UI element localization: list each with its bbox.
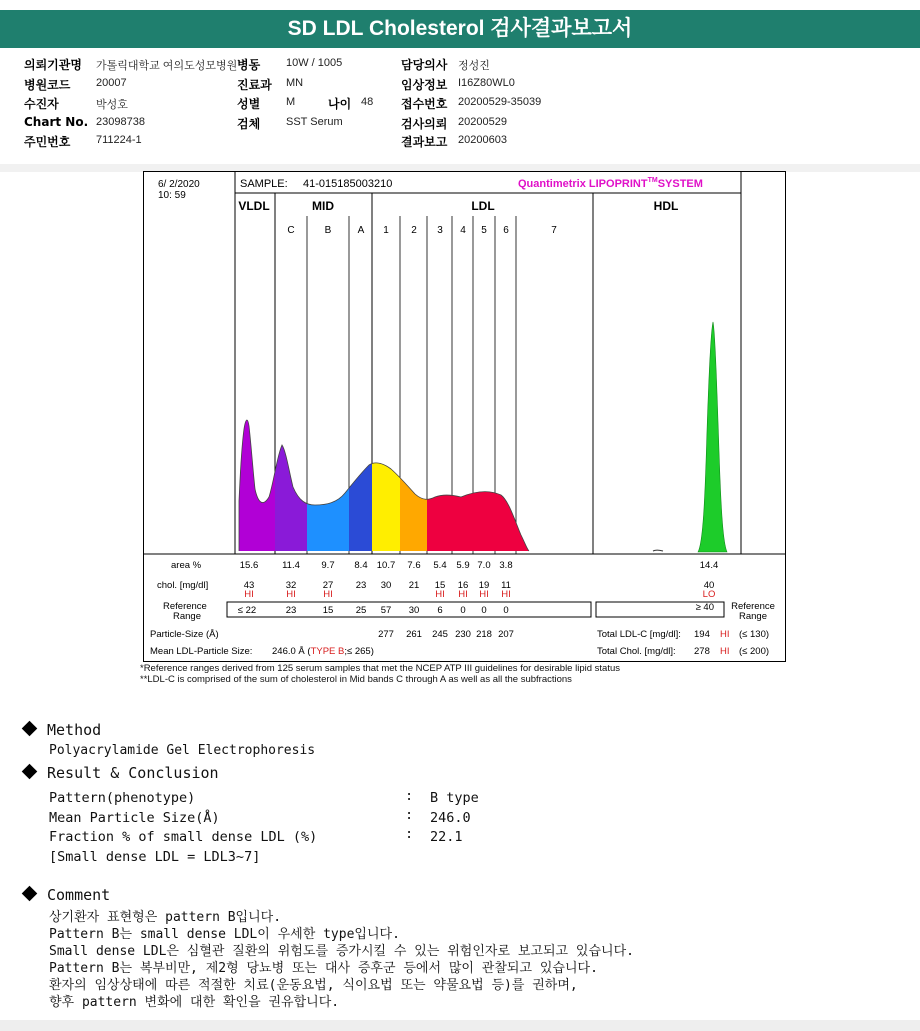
- result-colon: :: [405, 807, 414, 823]
- row-label-area: area %: [171, 560, 202, 571]
- hi-flag: HI: [244, 589, 254, 600]
- area-percent-cell: 5.4: [433, 560, 447, 571]
- hdl-cholesterol-cell: 40: [703, 580, 715, 591]
- area-percent-cell: 5.9: [456, 560, 470, 571]
- lipoprint-report: [143, 171, 786, 662]
- info-value: 박성호: [96, 99, 128, 111]
- hdl-area-cell: 14.4: [699, 560, 719, 571]
- area-percent-cell: 15.6: [239, 560, 259, 571]
- total-chol-flag: HI: [720, 646, 730, 657]
- area-percent-cell: 9.7: [321, 560, 335, 571]
- info-label: 검체: [237, 117, 261, 131]
- band-label-4: 4: [460, 225, 466, 236]
- cholesterol-cell: 11: [501, 580, 511, 591]
- row-label-ref2: Range: [173, 611, 201, 622]
- info-value: 10W / 1005: [286, 57, 343, 69]
- reference-cell: 0: [503, 605, 509, 616]
- area-percent-cell: 3.8: [499, 560, 513, 571]
- particle-size-cell: 230: [455, 629, 471, 640]
- info-label: 주민번호: [24, 135, 71, 149]
- info-value: 23098738: [96, 116, 145, 128]
- result-label-pattern: Pattern(phenotype): [49, 790, 196, 806]
- reference-cell: 15: [322, 605, 334, 616]
- group-mid: MID: [312, 199, 334, 213]
- footnote-2: **LDL-C is comprised of the sum of cholesterol in Mid bands C through A as well as all the subfractions: [140, 674, 572, 685]
- lipoprint-chart: [143, 171, 786, 662]
- particle-size-cell: 218: [476, 629, 492, 640]
- report-title: SD LDL Cholesterol 검사결과보고서: [0, 10, 920, 48]
- area-percent-cell: 11.4: [282, 560, 300, 571]
- sample-label: SAMPLE:: [240, 178, 288, 190]
- total-ldl-value: 194: [694, 629, 710, 640]
- band-label-1: 1: [383, 225, 389, 236]
- diamond-bullet-icon: [22, 886, 38, 902]
- band-label-2: 2: [411, 225, 417, 236]
- info-label: 진료과: [237, 78, 272, 92]
- band-label-b: B: [324, 225, 332, 236]
- info-label: 결과보고: [401, 135, 448, 149]
- reference-cell: ≤ 22: [237, 605, 257, 616]
- report-footnotes: [140, 663, 620, 685]
- run-time: 10: 59: [158, 190, 186, 201]
- info-label: 임상정보: [401, 78, 448, 92]
- band-label-a: A: [357, 225, 365, 236]
- result-colon: :: [405, 826, 414, 842]
- comment-line: 향후 pattern 변화에 대한 확인을 권유합니다.: [49, 995, 340, 1010]
- cholesterol-cell: 23: [355, 580, 367, 591]
- info-label: 나이: [328, 97, 352, 111]
- info-value: 정성진: [458, 60, 490, 72]
- info-label: 병원코드: [24, 78, 71, 92]
- info-value: 20200529-35039: [458, 96, 542, 108]
- patient-info-panel: [0, 48, 920, 165]
- comment-line: Pattern B는 복부비만, 제2형 당뇨병 또는 대사 증후군 등에서 많이 관찰되고 있습니다.: [49, 961, 598, 976]
- area-percent-cell: 8.4: [354, 560, 368, 571]
- info-value: 711224-1: [96, 134, 142, 146]
- reference-cell: 23: [285, 605, 297, 616]
- info-label: 담당의사: [401, 58, 448, 72]
- result-heading: Result & Conclusion: [24, 764, 219, 782]
- reference-cell: 30: [408, 605, 420, 616]
- method-text: Polyacrylamide Gel Electrophoresis: [49, 743, 316, 758]
- cholesterol-cell: 43: [243, 580, 255, 591]
- info-label: 병동: [237, 58, 261, 72]
- comment-line: 환자의 임상상태에 따른 적절한 치료(운동요법, 식이요법 또는 약물요법 등)를 권하며,: [49, 978, 578, 993]
- info-value: M: [286, 96, 296, 108]
- comment-line: Small dense LDL은 심혈관 질환의 위험도를 증가시킬 수 있는 위험인자로 보고되고 있습니다.: [49, 944, 634, 959]
- hi-flag: HI: [501, 589, 511, 600]
- band-label-c: C: [287, 225, 295, 236]
- info-value: I16Z80WL0: [458, 77, 515, 89]
- particle-size-cell: 207: [498, 629, 514, 640]
- comment-line: Pattern B는 small dense LDL이 우세한 type입니다.: [49, 927, 400, 942]
- info-label: Chart No.: [24, 115, 89, 129]
- lo-flag: LO: [702, 589, 716, 600]
- result-label-fraction: Fraction % of small dense LDL (%): [49, 829, 318, 845]
- info-value: SST Serum: [286, 116, 343, 128]
- info-label: 의뢰기관명: [24, 58, 82, 72]
- comment-heading: Comment: [24, 886, 110, 904]
- mean-particle-size: 246.0 Å (TYPE B;≤ 265): [272, 646, 374, 657]
- info-value: 48: [361, 96, 374, 108]
- row-label-mean: Mean LDL-Particle Size:: [150, 646, 253, 657]
- info-value: MN: [286, 77, 304, 89]
- total-ldl-label: Total LDL-C [mg/dl]:: [597, 629, 681, 640]
- band-label-7: 7: [551, 225, 557, 236]
- info-value: 가톨릭대학교 여의도성모병원: [96, 60, 238, 72]
- total-chol-ref: (≤ 200): [739, 646, 770, 657]
- info-label: 성별: [237, 97, 261, 111]
- info-value: 20007: [96, 77, 127, 89]
- band-label-3: 3: [437, 225, 443, 236]
- hi-flag: HI: [286, 589, 296, 600]
- cholesterol-cell: 19: [478, 580, 490, 591]
- band-label-5: 5: [481, 225, 487, 236]
- cholesterol-cell: 32: [285, 580, 297, 591]
- result-value-fraction: 22.1: [430, 829, 463, 845]
- cholesterol-cell: 27: [322, 580, 334, 591]
- footnote-1: *Reference ranges derived from 125 serum samples that met the NCEP ATP III guidelines for desirable lipid status: [140, 663, 620, 674]
- info-value: 20200529: [458, 116, 507, 128]
- result-label-size: Mean Particle Size(Å): [49, 810, 220, 826]
- info-value: 20200603: [458, 134, 507, 146]
- group-hdl: HDL: [653, 199, 679, 213]
- hdl-reference: ≥ 40: [695, 602, 714, 613]
- result-value-size: 246.0: [430, 810, 471, 826]
- hi-flag: HI: [323, 589, 333, 600]
- info-label: 검사의뢰: [401, 117, 448, 131]
- reference-cell: 0: [460, 605, 466, 616]
- group-vldl: VLDL: [238, 199, 270, 213]
- group-ldl: LDL: [471, 199, 495, 213]
- diamond-bullet-icon: [22, 764, 38, 780]
- footer-band: [0, 1020, 920, 1031]
- total-ldl-ref: (≤ 130): [739, 629, 770, 640]
- cholesterol-cell: 21: [408, 580, 420, 591]
- right-ref-label1: Reference: [731, 601, 775, 612]
- total-chol-value: 278: [694, 646, 710, 657]
- row-label-chol: chol. [mg/dl]: [157, 580, 209, 591]
- area-percent-cell: 10.7: [376, 560, 396, 571]
- cholesterol-cell: 16: [457, 580, 469, 591]
- cholesterol-cell: 30: [380, 580, 392, 591]
- particle-size-cell: 261: [406, 629, 422, 640]
- band-label-6: 6: [503, 225, 509, 236]
- result-colon: :: [405, 788, 414, 804]
- hi-flag: HI: [479, 589, 489, 600]
- total-chol-label: Total Chol. [mg/dl]:: [597, 646, 676, 657]
- hi-flag: HI: [435, 589, 445, 600]
- total-ldl-flag: HI: [720, 629, 730, 640]
- reference-cell: 6: [437, 605, 443, 616]
- brand-name: Quantimetrix LIPOPRINT™SYSTEM: [518, 177, 703, 190]
- particle-size-cell: 277: [378, 629, 394, 640]
- info-label: 접수번호: [401, 97, 448, 111]
- diamond-bullet-icon: [22, 721, 38, 737]
- result-extra: [Small dense LDL = LDL3~7]: [49, 849, 261, 865]
- area-percent-cell: 7.6: [407, 560, 421, 571]
- reference-cell: 57: [380, 605, 392, 616]
- row-label-particle: Particle-Size (Å): [150, 629, 219, 640]
- particle-size-cell: 245: [432, 629, 448, 640]
- result-value-pattern: B type: [430, 790, 479, 806]
- info-label: 수진자: [24, 97, 59, 111]
- comment-line: 상기환자 표현형은 pattern B입니다.: [49, 910, 282, 925]
- sample-id: 41-015185003210: [303, 178, 393, 190]
- right-ref-label2: Range: [739, 611, 767, 622]
- cholesterol-cell: 15: [434, 580, 446, 591]
- run-date: 6/ 2/2020: [158, 179, 200, 190]
- reference-cell: 0: [481, 605, 487, 616]
- row-label-ref1: Reference: [163, 601, 207, 612]
- hi-flag: HI: [458, 589, 468, 600]
- reference-cell: 25: [355, 605, 367, 616]
- area-percent-cell: 7.0: [477, 560, 491, 571]
- method-heading: Method: [24, 721, 101, 739]
